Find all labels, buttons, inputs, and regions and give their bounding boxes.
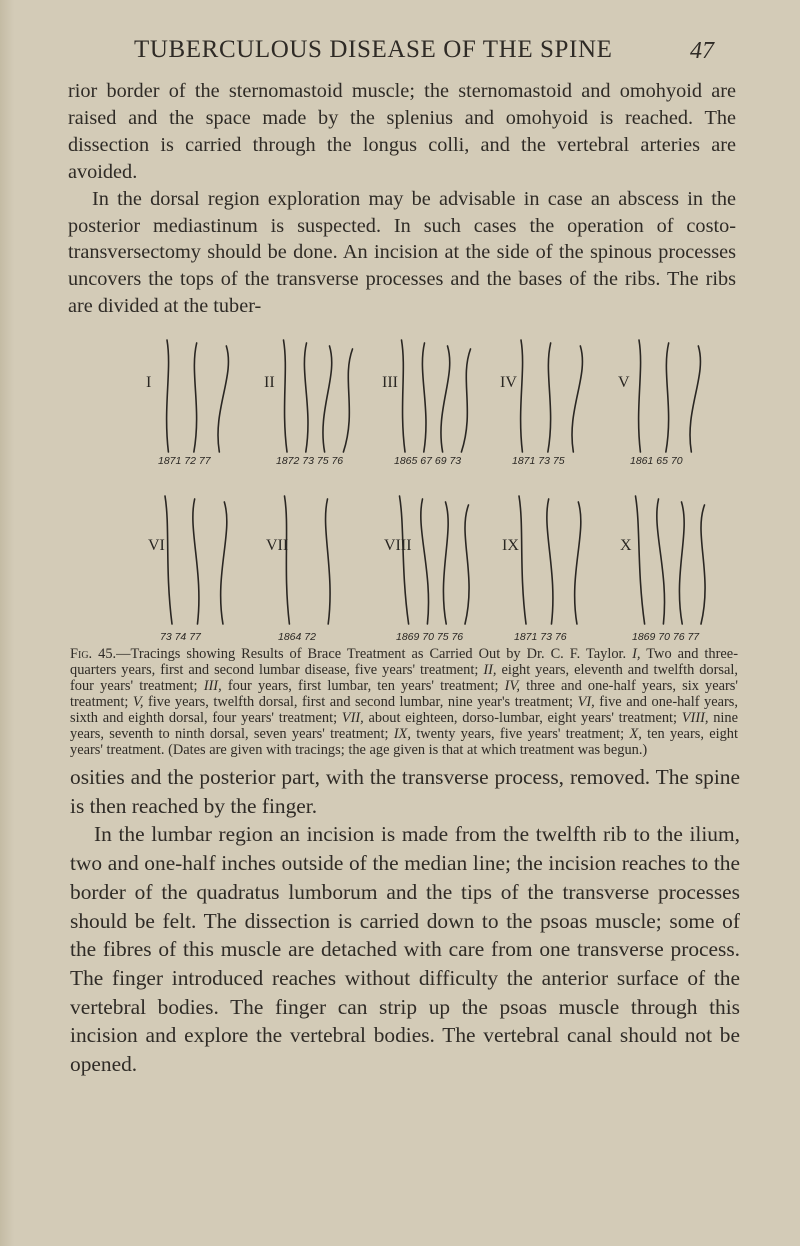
- spine-tracing-line: [572, 346, 582, 452]
- spine-tracing-line: [422, 343, 426, 452]
- caption-item-text: five and one-half years, sixth and eighth dorsal, four years' treatment;: [70, 694, 738, 726]
- spine-tracing-line: [343, 349, 352, 452]
- caption-item-numeral: VIII,: [681, 710, 709, 726]
- spine-tracing-line: [519, 496, 526, 624]
- tracing-date-label: 1869 70 75 76: [396, 631, 464, 643]
- tracing-date-label: 1864 72: [278, 631, 316, 643]
- caption-item-text: about eighteen, dorso-lumbar, eight years' treatment;: [363, 710, 682, 726]
- caption-item-text: Two and three-quarters years, first and second lumbar disease, five years' treatment;: [70, 646, 738, 678]
- caption-title: —Tracings showing Results of Brace Treatment as Carried Out by Dr. C. F. Taylor.: [116, 646, 627, 662]
- spine-tracing-line: [690, 346, 700, 452]
- tracing-date-label: 1865 67 69 73: [394, 455, 462, 467]
- spine-tracing-line: [221, 502, 227, 624]
- tracing-date-label: 1861 65 70: [630, 455, 683, 467]
- caption-item-numeral: IV,: [504, 678, 520, 694]
- spine-tracing-line: [323, 346, 332, 452]
- tracing-date-label: 1871 72 77: [158, 455, 211, 467]
- tracing-date-label: 1871 73 76: [514, 631, 567, 643]
- body-text-top: [68, 78, 736, 320]
- caption-item-text: three and one-half years, six years' treatment;: [70, 678, 738, 710]
- spine-tracing-line: [400, 496, 409, 624]
- page-edge-shadow: [0, 0, 14, 1246]
- caption-item-text: ten years, eight years' treatment.: [70, 726, 738, 758]
- page-number: 47: [690, 38, 714, 64]
- spine-tracing-line: [194, 343, 197, 452]
- caption-item-text: eight years, eleventh and twelfth dorsal, four years' treatment;: [70, 662, 738, 694]
- spine-tracing-line: [443, 502, 448, 624]
- page-header: [60, 36, 780, 76]
- spine-tracing-line: [465, 505, 469, 624]
- tracing-numeral: III: [382, 374, 398, 392]
- spine-tracing-line: [218, 346, 228, 452]
- paragraph-dorsal: In the dorsal region exploration may be advisable in case an abscess in the posterior mediastinum is suspected. In such cases the operation of costo-transversectomy should be done. An incision at the side of the spinous processes uncovers the tops of the transverse processes and the bases of the ribs. The ribs are divided at the tuber-: [68, 187, 736, 318]
- spine-tracing-line: [679, 502, 684, 624]
- tracing-numeral: X: [620, 536, 632, 554]
- tracing-numeral: VII: [266, 536, 289, 554]
- tracing-date-label: 1869 70 76 77: [632, 631, 700, 643]
- caption-item-numeral: III,: [203, 678, 222, 694]
- spine-tracing-line: [285, 496, 290, 624]
- spine-tracing-line: [666, 343, 669, 452]
- running-head: TUBERCULOUS DISEASE OF THE SPINE: [134, 36, 613, 63]
- caption-item-text: five years, twelfth dorsal, first and second lumbar, nine year's treatment;: [143, 694, 578, 710]
- spine-tracing-line: [461, 349, 470, 452]
- paragraph-cervical: rior border of the sternomastoid muscle; the sternomastoid and omohyoid are raised and the space made by the splenius and omohyoid is reached. The dissection is carried through the longus colli, and the vertebral arteries are avoided.: [68, 80, 736, 183]
- tracing-numeral: II: [264, 374, 275, 392]
- spine-tracing-line: [167, 340, 169, 452]
- tracing-numeral: VIII: [384, 536, 412, 554]
- caption-item-numeral: X,: [629, 726, 642, 742]
- spine-tracing-line: [421, 499, 429, 624]
- caption-item-numeral: IX,: [393, 726, 411, 742]
- spine-tracing-line: [402, 340, 406, 452]
- spine-tracing-line: [441, 346, 450, 452]
- tracing-numeral: IV: [500, 374, 517, 392]
- paragraph-lumbar: In the lumbar region an incision is made from the twelfth rib to the ilium, two and one-half inches outside of the median line; the incision reaches to the border of the quadratus lumborum and the tips of the transverse processes should be felt. The dissection is carried down to the psoas muscle; some of the fibres of this muscle are detached with care from one transverse process. The finger introduced reaches without difficulty the anterior surface of the vertebral bodies. The finger can strip up the psoas muscle through this incision and explore the vertebral bodies. The vertebral canal should not be opened.: [70, 822, 740, 1077]
- paragraph-costo-continued: osities and the posterior part, with the transverse process, removed. The spine is then reached by the finger.: [70, 765, 740, 818]
- caption-item-numeral: V,: [132, 694, 144, 710]
- spine-tracing-line: [636, 496, 645, 624]
- body-text-bottom: [70, 763, 740, 1079]
- caption-note: (Dates are given with tracings; the age given is that at which treatment was begun.): [164, 742, 648, 758]
- tracing-numeral: VI: [148, 536, 165, 554]
- spine-tracing-line: [326, 499, 331, 624]
- caption-item-numeral: I,: [632, 646, 641, 662]
- caption-item-text: nine years, seventh to ninth dorsal, seven years' treatment;: [70, 710, 739, 742]
- tracing-numeral: IX: [502, 536, 519, 554]
- spine-tracing-line: [304, 343, 308, 452]
- tracing-date-label: 1872 73 75 76: [276, 455, 344, 467]
- spine-tracing-line: [165, 496, 172, 624]
- spine-tracing-line: [547, 499, 553, 624]
- spine-tracing-line: [193, 499, 199, 624]
- tracings-illustration: [140, 334, 740, 646]
- caption-item-text: four years, first lumbar, ten years' treatment;: [221, 678, 505, 694]
- caption-item-numeral: VI,: [577, 694, 595, 710]
- tracing-numeral: I: [146, 374, 152, 392]
- caption-item-numeral: VII,: [341, 710, 364, 726]
- caption-fig-label: Fig. 45.: [70, 646, 117, 662]
- caption-item-numeral: II,: [483, 662, 497, 678]
- spine-tracing-line: [701, 505, 705, 624]
- spine-tracing-line: [284, 340, 288, 452]
- tracing-numeral: V: [618, 374, 630, 392]
- figure-caption: [70, 646, 738, 758]
- spine-tracing-line: [548, 343, 551, 452]
- spine-tracing-line: [657, 499, 665, 624]
- spine-tracing-line: [639, 340, 641, 452]
- caption-item-text: twenty years, five years' treatment;: [410, 726, 630, 742]
- spine-tracing-line: [575, 502, 581, 624]
- tracing-date-label: 73 74 77: [160, 631, 201, 643]
- tracing-date-label: 1871 73 75: [512, 455, 565, 467]
- spine-tracing-line: [521, 340, 523, 452]
- figure-tracings: [140, 334, 740, 646]
